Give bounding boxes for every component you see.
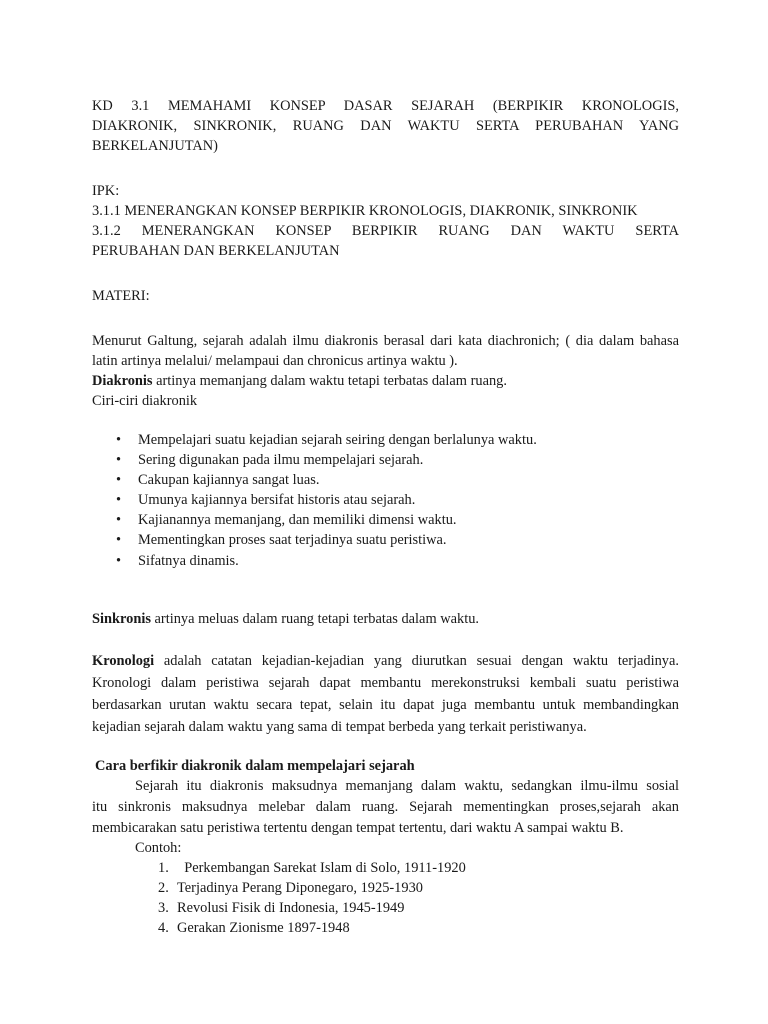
- ipk-item-2-line-2: PERUBAHAN DAN BERKELANJUTAN: [92, 243, 340, 259]
- list-item: • Mempelajari suatu kejadian sejarah seiring dengan berlalunya waktu.: [116, 432, 537, 448]
- kd-line-1: KD 3.1 MEMAHAMI KONSEP DASAR SEJARAH (BERPIKIR KRONOLOGIS,: [92, 98, 679, 114]
- list-item: 1. Perkembangan Sarekat Islam di Solo, 1911-1920: [158, 860, 466, 876]
- list-item: • Umunya kajiannya bersifat historis atau sejarah.: [116, 492, 416, 508]
- intro-line-1: Menurut Galtung, sejarah adalah ilmu diakronis berasal dari kata diachronich; ( dia dalam bahasa: [92, 333, 679, 349]
- bullet-icon: •: [116, 532, 122, 548]
- bullet-icon: •: [116, 472, 122, 488]
- diakronis-term: Diakronis: [92, 373, 153, 389]
- list-item: • Sifatnya dinamis.: [116, 553, 239, 569]
- list-item: • Sering digunakan pada ilmu mempelajari sejarah.: [116, 452, 424, 468]
- ipk-label: IPK:: [92, 183, 120, 199]
- sinkronis-term: Sinkronis: [92, 611, 151, 627]
- kd-heading: [92, 96, 679, 156]
- list-item: • Cakupan kajiannya sangat luas.: [116, 472, 320, 488]
- cara-line-3: membicarakan satu peristiwa tertentu dengan tempat tertentu, dari waktu A sampai waktu B.: [92, 820, 624, 836]
- sinkronis-def-text: artinya meluas dalam ruang tetapi terbatas dalam waktu.: [150, 611, 479, 627]
- kronologi-line-3: berdasarkan urutan waktu secara tepat, selain itu dapat juga membantu untuk membandingkan: [92, 697, 679, 713]
- bullet-icon: •: [116, 512, 122, 528]
- ipk-item-1: 3.1.1 MENERANGKAN KONSEP BERPIKIR KRONOLOGIS, DIAKRONIK, SINKRONIK: [92, 203, 638, 219]
- cara-paragraph: [92, 776, 679, 858]
- bullet-icon: •: [116, 452, 122, 468]
- cara-heading: Cara berfikir diakronik dalam mempelajari sejarah: [95, 758, 415, 774]
- examples-list: [92, 858, 679, 938]
- bullet-icon: •: [116, 492, 122, 508]
- diakronis-def-text: artinya memanjang dalam waktu tetapi terbatas dalam ruang.: [152, 373, 507, 389]
- sinkronis-definition: [92, 609, 679, 629]
- kronologi-paragraph: [92, 651, 679, 737]
- materi-intro: [92, 331, 679, 411]
- materi-label: MATERI:: [92, 288, 150, 304]
- list-item: 4. Gerakan Zionisme 1897-1948: [158, 920, 350, 936]
- ciri-list: [92, 430, 679, 571]
- list-item: • Mementingkan proses saat terjadinya suatu peristiwa.: [116, 532, 447, 548]
- list-item: • Kajianannya memanjang, dan memiliki dimensi waktu.: [116, 512, 457, 528]
- cara-line-2: itu sinkronis maksudnya melebar dalam ruang. Sejarah mementingkan proses,sejarah akan: [92, 799, 679, 815]
- kronologi-line-4: kejadian sejarah dalam waktu yang sama di tempat berbeda yang terkait peristiwanya.: [92, 719, 587, 735]
- kd-line-3: BERKELANJUTAN): [92, 138, 218, 154]
- document-page: [92, 96, 679, 938]
- diakronis-definition: [92, 371, 679, 391]
- ipk-item-2-line-1: 3.1.2 MENERANGKAN KONSEP BERPIKIR RUANG DAN WAKTU SERTA: [92, 223, 679, 239]
- bullet-icon: •: [116, 553, 122, 569]
- list-item: 2. Terjadinya Perang Diponegaro, 1925-1930: [158, 880, 423, 896]
- contoh-label: Contoh:: [135, 840, 182, 856]
- cara-line-1: Sejarah itu diakronis maksudnya memanjang dalam waktu, sedangkan ilmu-ilmu sosial: [135, 778, 679, 794]
- kronologi-line-1: Kronologi adalah catatan kejadian-kejadian yang diurutkan sesuai dengan waktu terjadinya.: [92, 653, 679, 669]
- kronologi-line-2: Kronologi dalam peristiwa sejarah dapat membantu merekonstruksi kembali suatu peristiwa: [92, 675, 679, 691]
- kd-line-2: DIAKRONIK, SINKRONIK, RUANG DAN WAKTU SERTA PERUBAHAN YANG: [92, 118, 679, 134]
- bullet-icon: •: [116, 432, 122, 448]
- ciri-label: Ciri-ciri diakronik: [92, 393, 198, 409]
- ipk-section: [92, 181, 679, 261]
- kronologi-term: Kronologi: [92, 653, 155, 669]
- list-item: 3. Revolusi Fisik di Indonesia, 1945-1949: [158, 900, 405, 916]
- intro-line-2: latin artinya melalui/ melampaui dan chronicus artinya waktu ).: [92, 353, 458, 369]
